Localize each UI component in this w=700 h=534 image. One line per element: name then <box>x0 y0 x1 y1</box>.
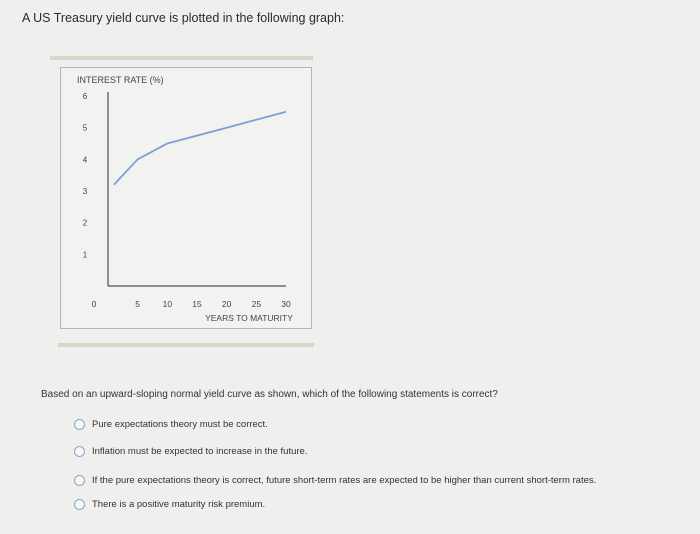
x-tick-label: 20 <box>221 299 232 309</box>
bottom-divider <box>58 343 314 347</box>
option-4-label: There is a positive maturity risk premium. <box>92 499 266 510</box>
option-1-label: Pure expectations theory must be correct. <box>92 419 268 430</box>
y-tick-label: 4 <box>82 155 88 165</box>
x-tick-label: 5 <box>135 299 141 309</box>
option-4[interactable] <box>74 499 265 510</box>
x-tick-label: 0 <box>91 299 97 309</box>
option-2-label: Inflation must be expected to increase in the future. <box>92 446 308 457</box>
radio-option-4[interactable] <box>74 499 85 510</box>
x-tick-label: 10 <box>162 299 173 309</box>
x-tick-labels <box>92 299 291 309</box>
option-3[interactable] <box>74 475 596 486</box>
y-tick-labels <box>83 92 88 259</box>
option-1[interactable] <box>74 419 268 430</box>
option-3-label: If the pure expectations theory is correct, future short-term rates are expected to be higher than current short-term rates. <box>92 475 597 486</box>
radio-option-1[interactable] <box>74 419 85 430</box>
yield-curve-chart <box>60 67 312 329</box>
x-tick-label: 25 <box>251 299 262 309</box>
y-tick-label: 5 <box>82 123 88 133</box>
x-tick-label: 15 <box>192 299 202 309</box>
y-tick-label: 3 <box>82 187 88 196</box>
axes <box>108 92 286 286</box>
x-axis-title: YEARS TO MATURITY <box>205 313 293 323</box>
y-tick-label: 6 <box>82 92 88 101</box>
series-group <box>114 112 286 185</box>
yield-curve-line <box>114 112 286 185</box>
option-2[interactable] <box>74 446 307 457</box>
intro-text: A US Treasury yield curve is plotted in the following graph: <box>22 11 345 25</box>
y-axis-title: INTEREST RATE (%) <box>77 75 164 85</box>
radio-option-2[interactable] <box>74 446 85 457</box>
x-tick-label: 30 <box>281 299 291 309</box>
chart-canvas <box>61 68 311 328</box>
question-text: Based on an upward-sloping normal yield curve as shown, which of the following statements is correct? <box>41 389 498 400</box>
y-tick-label: 2 <box>82 218 88 228</box>
top-divider <box>50 56 313 60</box>
radio-option-3[interactable] <box>74 475 85 486</box>
y-tick-label: 1 <box>82 250 88 260</box>
